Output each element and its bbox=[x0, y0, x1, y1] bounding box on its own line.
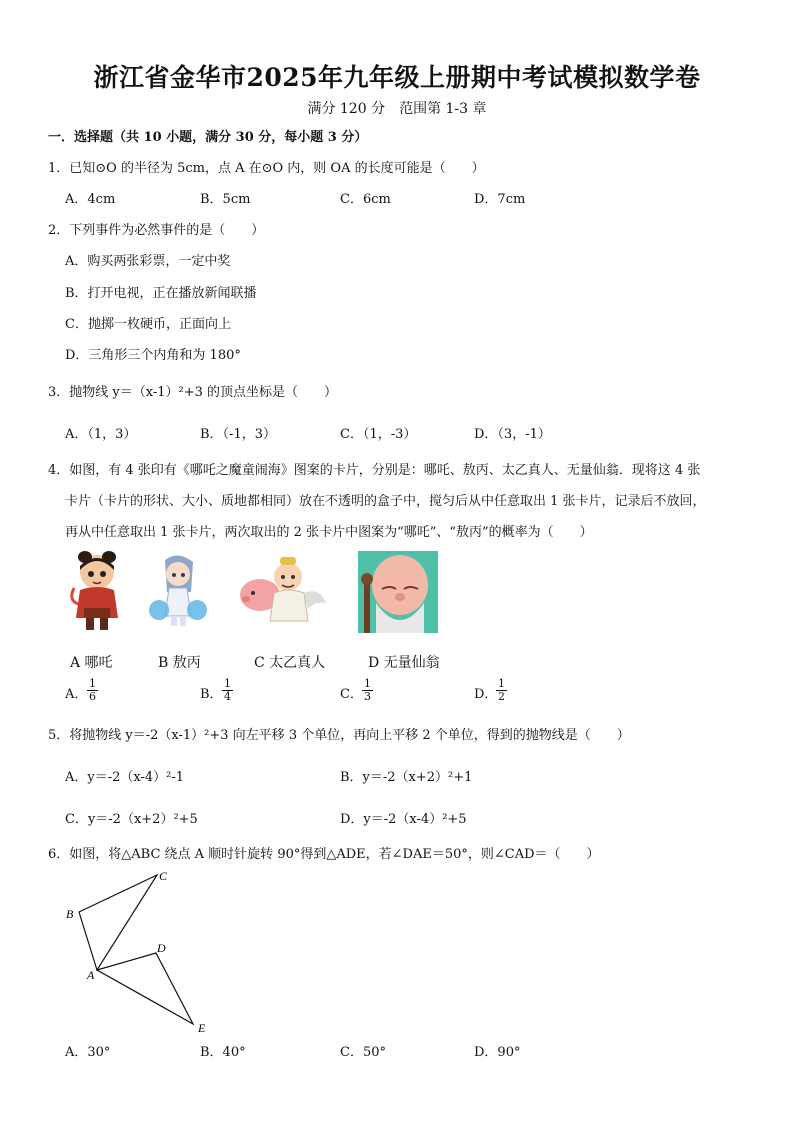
q2-option-b: B．打开电视，正在播放新闻联播 bbox=[65, 286, 257, 301]
q3-option-c: C．（1，-3） bbox=[340, 427, 417, 442]
q3-option-a: A．（1，3） bbox=[65, 427, 137, 442]
q4-caption-c: C 太乙真人 bbox=[254, 655, 326, 671]
q4-option-a-numerator: 1 bbox=[89, 677, 96, 690]
q4-option-c-letter: C． bbox=[340, 687, 363, 702]
q5-option-a: A．y＝-2（x-4）²-1 bbox=[65, 770, 185, 785]
q2-option-c: C．抛掷一枚硬币，正面向上 bbox=[65, 317, 231, 332]
q4-option-a-denominator: 6 bbox=[89, 690, 96, 704]
q2-option-d: D．三角形三个内角和为 180° bbox=[65, 348, 241, 363]
q4-option-d-denominator: 2 bbox=[498, 690, 505, 704]
taiyi-card-image bbox=[238, 553, 330, 629]
triangle-ade bbox=[97, 953, 193, 1024]
q2-stem: 2．下列事件为必然事件的是（ ） bbox=[48, 223, 265, 238]
point-label-c: C bbox=[159, 869, 168, 883]
nezha-card-image bbox=[66, 548, 128, 632]
point-label-b: B bbox=[66, 907, 74, 921]
q3-option-b: B．（-1，3） bbox=[200, 427, 276, 442]
q6-stem: 6．如图，将△ABC 绕点 A 顺时针旋转 90°得到△ADE，若∠DAE＝50°，则∠CAD＝（ ） bbox=[48, 847, 600, 862]
q4-caption-b: B 敖丙 bbox=[158, 655, 201, 671]
q5-stem: 5．将抛物线 y＝-2（x-1）²+3 向左平移 3 个单位，再向上平移 2 个单位，得到的抛物线是（ ） bbox=[48, 728, 630, 743]
q4-option-b-denominator: 4 bbox=[224, 690, 231, 704]
q1-option-b: B．5cm bbox=[200, 192, 251, 207]
q1-option-d: D．7cm bbox=[474, 192, 526, 207]
q3-stem: 3．抛物线 y＝（x-1）²+3 的顶点坐标是（ ） bbox=[48, 385, 338, 400]
q4-option-c-denominator: 3 bbox=[364, 690, 371, 704]
q4-option-a-fraction bbox=[87, 678, 98, 703]
q4-option-b-numerator: 1 bbox=[224, 677, 231, 690]
q5-option-c: C．y＝-2（x+2）²+5 bbox=[65, 812, 198, 827]
q3-option-d: D．（3，-1） bbox=[474, 427, 551, 442]
point-label-e: E bbox=[198, 1021, 206, 1035]
q4-option-c-numerator: 1 bbox=[364, 677, 371, 690]
q6-option-b: B．40° bbox=[200, 1045, 246, 1060]
q4-caption-d: D 无量仙翁 bbox=[368, 655, 440, 671]
q4-stem-line1: 4．如图，有 4 张印有《哪吒之魔童闹海》图案的卡片，分别是：哪吒、敖丙、太乙真人、无量仙翁．现将这 4 张 bbox=[48, 463, 701, 478]
q4-stem-line3: 再从中任意取出 1 张卡片，两次取出的 2 张卡片中图案为“哪吒”、“敖丙”的概率为（ ） bbox=[65, 525, 593, 540]
page-title: 浙江省金华市2025年九年级上册期中考试模拟数学卷 bbox=[93, 63, 701, 92]
wuliang-card-image bbox=[358, 551, 438, 633]
page-subtitle: 满分 120 分 范围第 1-3 章 bbox=[307, 101, 487, 117]
q4-caption-a: A 哪吒 bbox=[70, 655, 113, 671]
point-label-a: A bbox=[87, 968, 95, 982]
q4-option-b-letter: B． bbox=[200, 687, 223, 702]
q4-option-a-letter: A． bbox=[65, 687, 88, 702]
q4-stem-line2: 卡片（卡片的形状、大小、质地都相同）放在不透明的盒子中，搅匀后从中任意取出 1 张卡片，记录后不放回， bbox=[65, 494, 706, 509]
point-label-d: D bbox=[157, 941, 166, 955]
aobing-card-image bbox=[147, 552, 209, 630]
q4-option-b-fraction bbox=[222, 678, 233, 703]
q6-option-a: A．30° bbox=[65, 1045, 111, 1060]
rotation-triangle-diagram bbox=[60, 866, 220, 1036]
q4-option-d-letter: D． bbox=[474, 687, 498, 702]
q2-option-a: A．购买两张彩票，一定中奖 bbox=[65, 254, 231, 269]
q5-option-b: B．y＝-2（x+2）²+1 bbox=[340, 770, 473, 785]
q6-option-d: D．90° bbox=[474, 1045, 521, 1060]
q6-option-c: C．50° bbox=[340, 1045, 386, 1060]
q1-option-a: A．4cm bbox=[65, 192, 116, 207]
q4-option-d-fraction bbox=[496, 678, 507, 703]
q1-stem: 1．已知⊙O 的半径为 5cm，点 A 在⊙O 内，则 OA 的长度可能是（ ） bbox=[48, 161, 485, 176]
q5-option-d: D．y＝-2（x-4）²+5 bbox=[340, 812, 467, 827]
q1-option-c: C．6cm bbox=[340, 192, 391, 207]
section-heading: 一．选择题（共 10 小题，满分 30 分，每小题 3 分） bbox=[48, 130, 368, 145]
q4-option-c-fraction bbox=[362, 678, 373, 703]
q4-option-d-numerator: 1 bbox=[498, 677, 505, 690]
